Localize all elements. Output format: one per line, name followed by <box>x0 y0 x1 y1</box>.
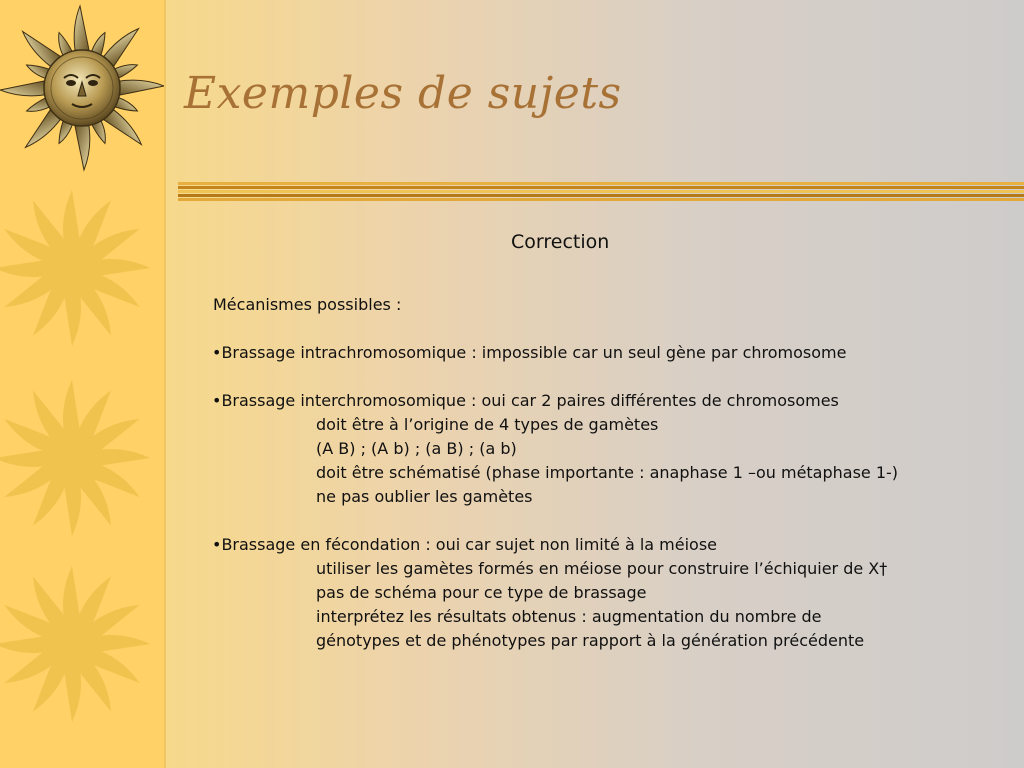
sub-line: ne pas oublier les gamètes <box>316 487 533 506</box>
sub-line: doit être schématisé (phase importante : anaphase 1 –ou métaphase 1-) <box>316 463 899 482</box>
slide-title: Exemples de sujets <box>184 68 622 119</box>
sub-line: interprétez les résultats obtenus : augmentation du nombre de <box>316 607 822 626</box>
bullet-fecondation: •Brassage en fécondation : oui car sujet non limité à la méiose <box>212 535 718 554</box>
sub-line: utiliser les gamètes formés en méiose pour construire l’échiquier de X† <box>316 559 888 578</box>
sub-line: (A B) ; (A b) ; (a B) ; (a b) <box>316 439 517 458</box>
bullet-interchromosomique: •Brassage interchromosomique : oui car 2 paires différentes de chromosomes <box>212 391 839 410</box>
sub-line: pas de schéma pour ce type de brassage <box>316 583 647 602</box>
sub-line: doit être à l’origine de 4 types de gamètes <box>316 415 659 434</box>
bullet-intrachromosomique: •Brassage intrachromosomique : impossible car un seul gène par chromosome <box>212 343 847 362</box>
intro-text: Mécanismes possibles : <box>213 295 402 314</box>
sub-line: génotypes et de phénotypes par rapport à la génération précédente <box>316 631 865 650</box>
section-heading: Correction <box>511 231 610 253</box>
